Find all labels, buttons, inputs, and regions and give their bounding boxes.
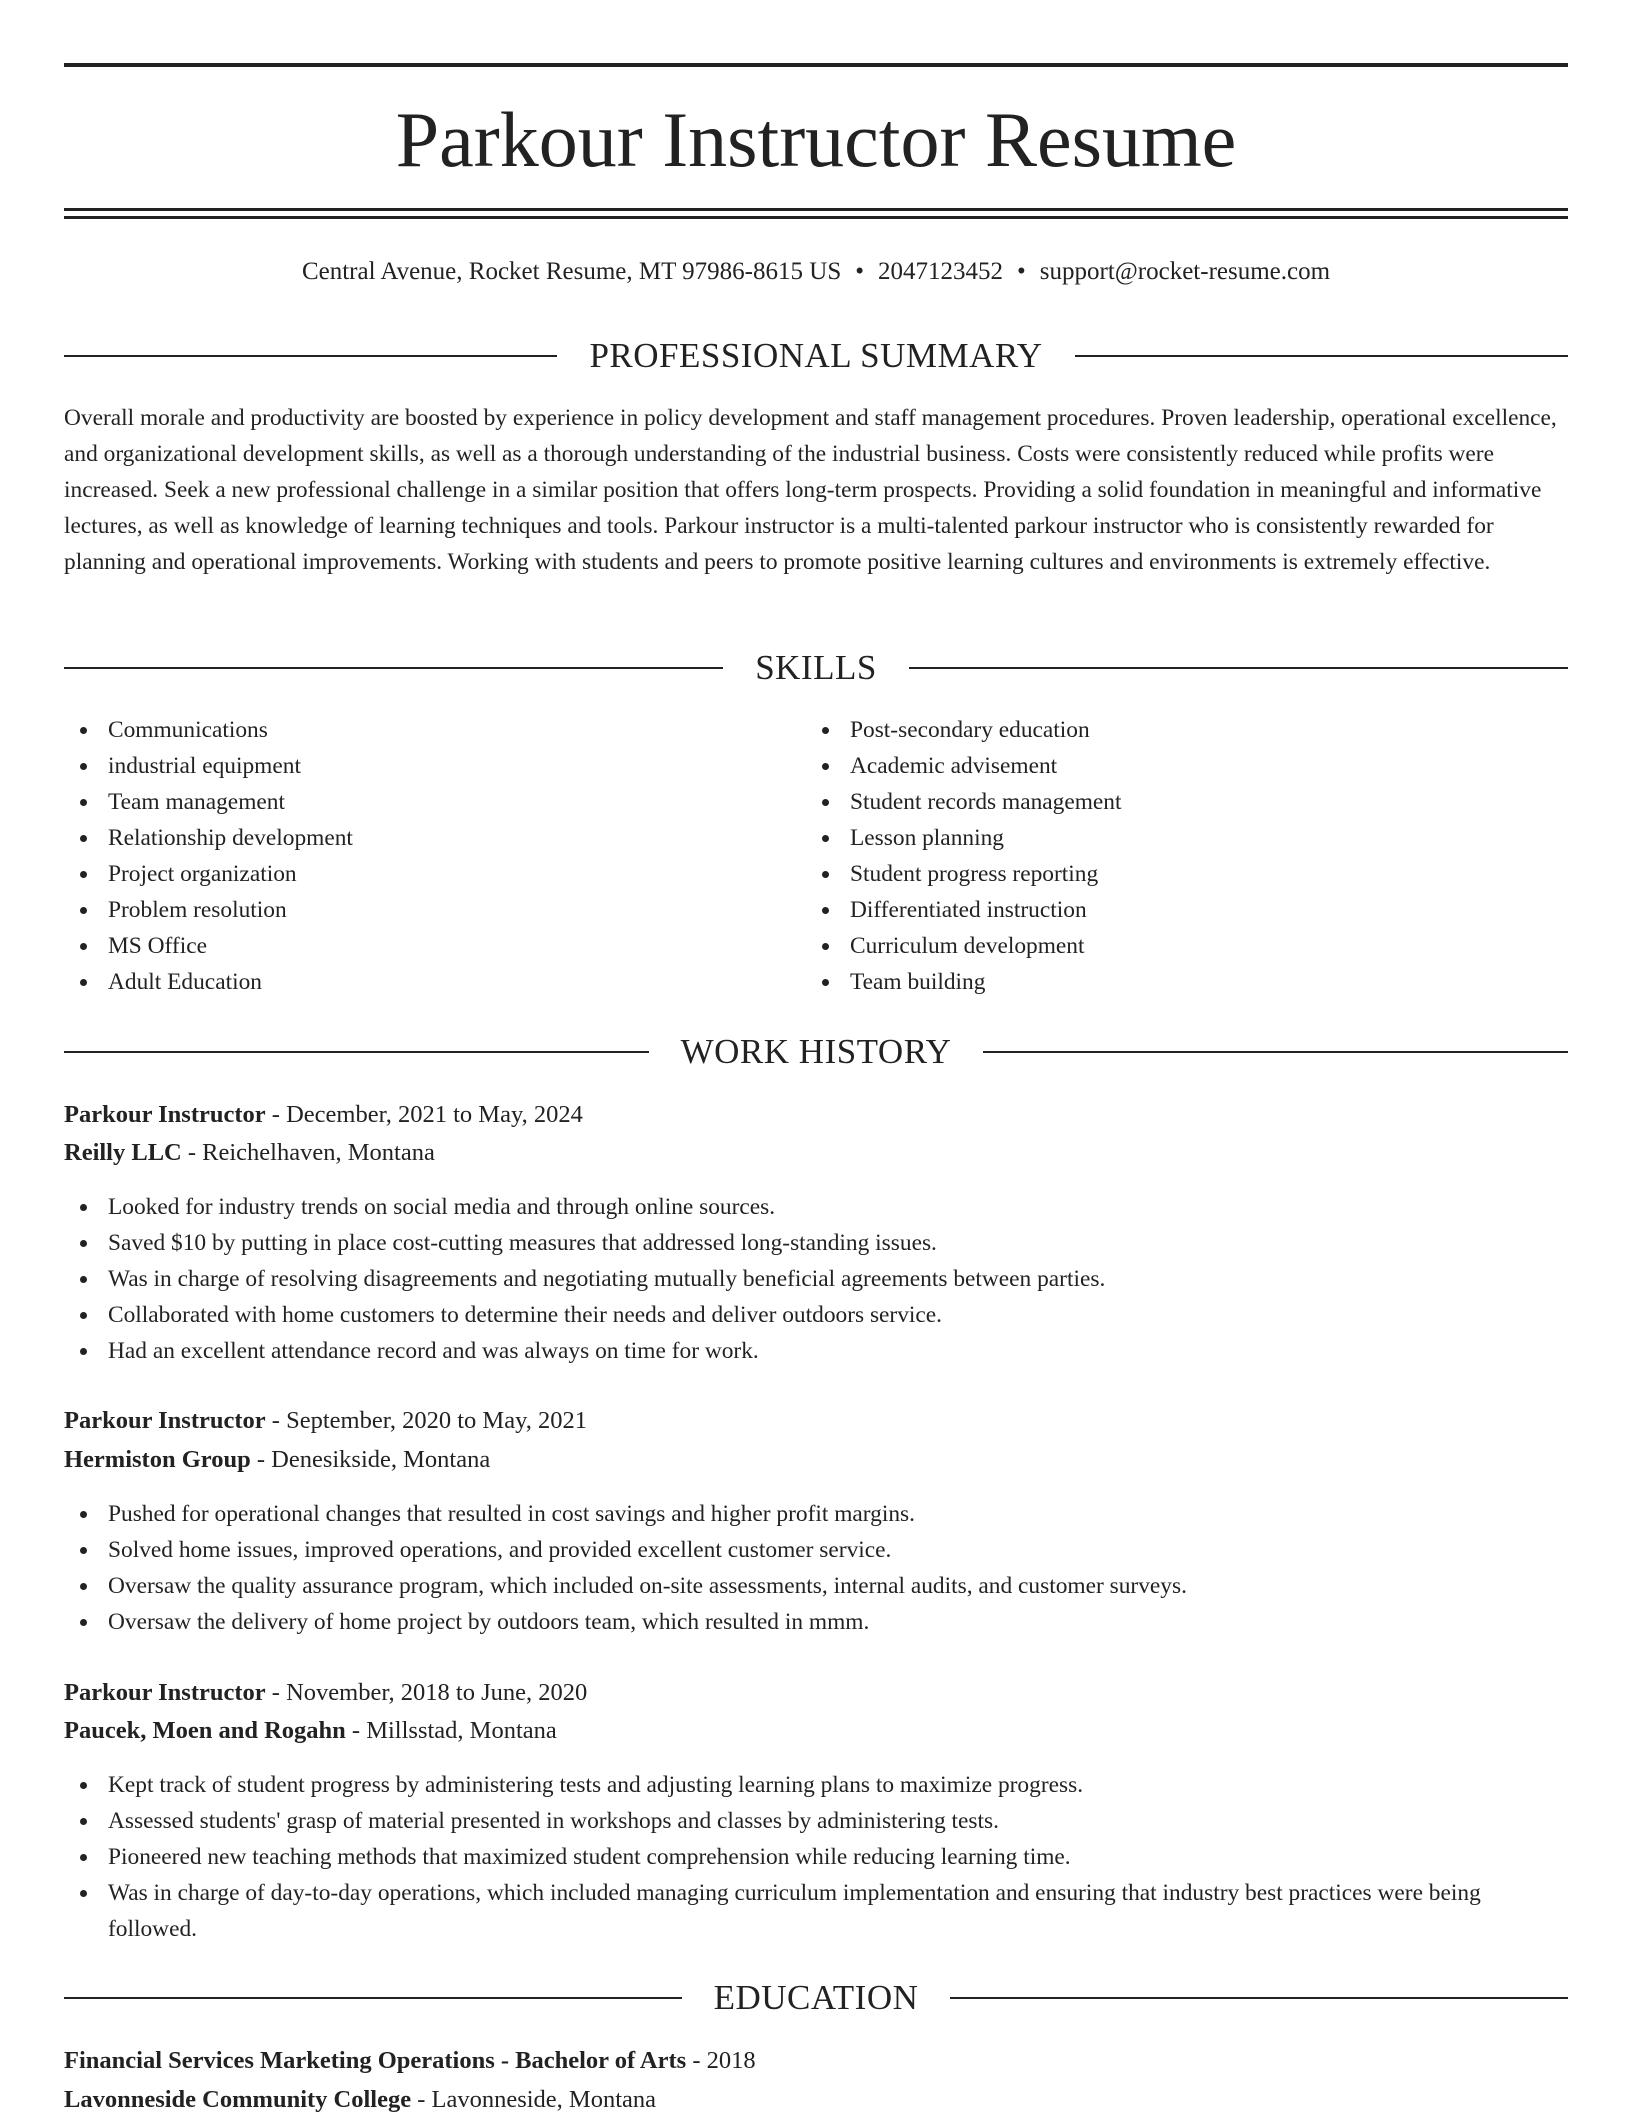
- job-duties: [64, 1496, 1568, 1640]
- job-location: - Denesikside, Montana: [256, 1446, 491, 1473]
- duty-item: Collaborated with home customers to determine their needs and deliver outdoors service.: [64, 1297, 1568, 1333]
- job-title-line: [64, 1675, 1568, 1711]
- skill-item: Team building: [806, 964, 1506, 1000]
- job-company: Paucek, Moen and Rogahn: [64, 1717, 346, 1744]
- heading-rule-right: [1075, 355, 1568, 357]
- skill-item: Student progress reporting: [806, 856, 1506, 892]
- skill-item: Problem resolution: [64, 892, 764, 928]
- job-company-line: [64, 1442, 1568, 1478]
- duty-item: Saved $10 by putting in place cost-cutting measures that addressed long-standing issues.: [64, 1225, 1568, 1261]
- job-title: Parkour Instructor: [64, 1101, 266, 1128]
- job-company: Hermiston Group: [64, 1446, 251, 1473]
- contact-line: [64, 256, 1568, 288]
- page-title: Parkour Instructor Resume: [395, 96, 1237, 183]
- education-degree-line: [64, 2043, 1568, 2079]
- skill-item: MS Office: [64, 928, 764, 964]
- duty-item: Solved home issues, improved operations, and provided excellent customer service.: [64, 1532, 1568, 1568]
- education-school-line: [64, 2082, 1568, 2118]
- skill-item: Lesson planning: [806, 820, 1506, 856]
- duty-item: Pushed for operational changes that resulted in cost savings and higher profit margins.: [64, 1496, 1568, 1532]
- duty-item: Looked for industry trends on social media and through online sources.: [64, 1189, 1568, 1225]
- job-location: - Millsstad, Montana: [351, 1717, 557, 1744]
- section-heading-education: [64, 1978, 1568, 2018]
- duty-item: Kept track of student progress by administering tests and adjusting learning plans to maximize progress.: [64, 1767, 1568, 1803]
- section-title: EDUCATION: [713, 1978, 919, 2017]
- job-dates: - December, 2021 to May, 2024: [271, 1101, 583, 1128]
- duty-item: Had an excellent attendance record and was always on time for work.: [64, 1333, 1568, 1369]
- section-title: PROFESSIONAL SUMMARY: [589, 336, 1043, 375]
- section-title: WORK HISTORY: [680, 1032, 952, 1071]
- job-company-line: [64, 1713, 1568, 1749]
- job-title-line: [64, 1097, 1568, 1133]
- duty-item: Assessed students' grasp of material presented in workshops and classes by administering tests.: [64, 1803, 1568, 1839]
- job-title-line: [64, 1403, 1568, 1439]
- duty-item: Oversaw the delivery of home project by outdoors team, which resulted in mmm.: [64, 1604, 1568, 1640]
- duty-item: Oversaw the quality assurance program, which included on-site assessments, internal audits, and customer surveys.: [64, 1568, 1568, 1604]
- header-double-rule-top: [64, 208, 1568, 211]
- duty-item: Was in charge of resolving disagreements and negotiating mutually beneficial agreements between parties.: [64, 1261, 1568, 1297]
- heading-rule-left: [64, 1051, 649, 1053]
- job-dates: - November, 2018 to June, 2020: [271, 1679, 588, 1706]
- heading-rule-right: [983, 1051, 1568, 1053]
- job-dates: - September, 2020 to May, 2021: [271, 1407, 587, 1434]
- contact-phone: 2047123452: [878, 258, 1003, 285]
- skill-item: Relationship development: [64, 820, 764, 856]
- job-title: Parkour Instructor: [64, 1407, 266, 1434]
- contact-address: Central Avenue, Rocket Resume, MT 97986-8615 US: [301, 258, 842, 285]
- heading-rule-left: [64, 355, 557, 357]
- skill-item: Post-secondary education: [806, 712, 1506, 748]
- heading-rule-left: [64, 1997, 682, 1999]
- heading-rule-right: [950, 1997, 1568, 1999]
- skill-item: Team management: [64, 784, 764, 820]
- job-title: Parkour Instructor: [64, 1679, 266, 1706]
- education-location: - Lavonneside, Montana: [417, 2086, 657, 2113]
- education-year: - 2018: [692, 2047, 756, 2074]
- section-heading-summary: [64, 336, 1568, 376]
- heading-rule-left: [64, 667, 723, 669]
- duty-item: Was in charge of day-to-day operations, which included managing curriculum implementation and ensuring that industry best practices were being followed.: [64, 1875, 1568, 1947]
- header-top-rule: [64, 63, 1568, 67]
- skill-item: Adult Education: [64, 964, 764, 1000]
- skill-item: industrial equipment: [64, 748, 764, 784]
- skill-item: Differentiated instruction: [806, 892, 1506, 928]
- job-company: Reilly LLC: [64, 1139, 182, 1166]
- bullet-separator: •: [855, 258, 864, 285]
- job-location: - Reichelhaven, Montana: [187, 1139, 435, 1166]
- job-duties: [64, 1767, 1568, 1947]
- duty-item: Pioneered new teaching methods that maximized student comprehension while reducing learning time.: [64, 1839, 1568, 1875]
- job-duties: [64, 1189, 1568, 1369]
- summary-paragraph: Overall morale and productivity are boosted by experience in policy development and staff management procedures. Proven leadership, operational excellence, and organizational development skills, as well as a thorough understanding of the industrial business. Costs were consistently reduced while profits were increased. Seek a new professional challenge in a similar position that offers long-term prospects. Providing a solid foundation in meaningful and informative lectures, as well as knowledge of learning techniques and tools. Parkour instructor is a multi-talented parkour instructor who is consistently rewarded for planning and operational improvements. Working with students and peers to promote positive learning cultures and environments is extremely effective.: [64, 405, 1557, 575]
- section-title: SKILLS: [755, 648, 877, 687]
- header-double-rule-bottom: [64, 216, 1568, 219]
- job-company-line: [64, 1135, 1568, 1171]
- skill-item: Communications: [64, 712, 764, 748]
- skills-column-right: [806, 712, 1506, 1000]
- skill-item: Student records management: [806, 784, 1506, 820]
- bullet-separator: •: [1017, 258, 1026, 285]
- skill-item: Project organization: [64, 856, 764, 892]
- section-heading-skills: [64, 648, 1568, 688]
- contact-email: support@rocket-resume.com: [1039, 258, 1331, 285]
- skill-item: Curriculum development: [806, 928, 1506, 964]
- heading-rule-right: [909, 667, 1568, 669]
- skill-item: Academic advisement: [806, 748, 1506, 784]
- education-degree: Financial Services Marketing Operations - Bachelor of Arts: [64, 2047, 687, 2074]
- skills-column-left: [64, 712, 764, 1000]
- education-school: Lavonneside Community College: [64, 2086, 412, 2113]
- section-heading-work-history: [64, 1032, 1568, 1072]
